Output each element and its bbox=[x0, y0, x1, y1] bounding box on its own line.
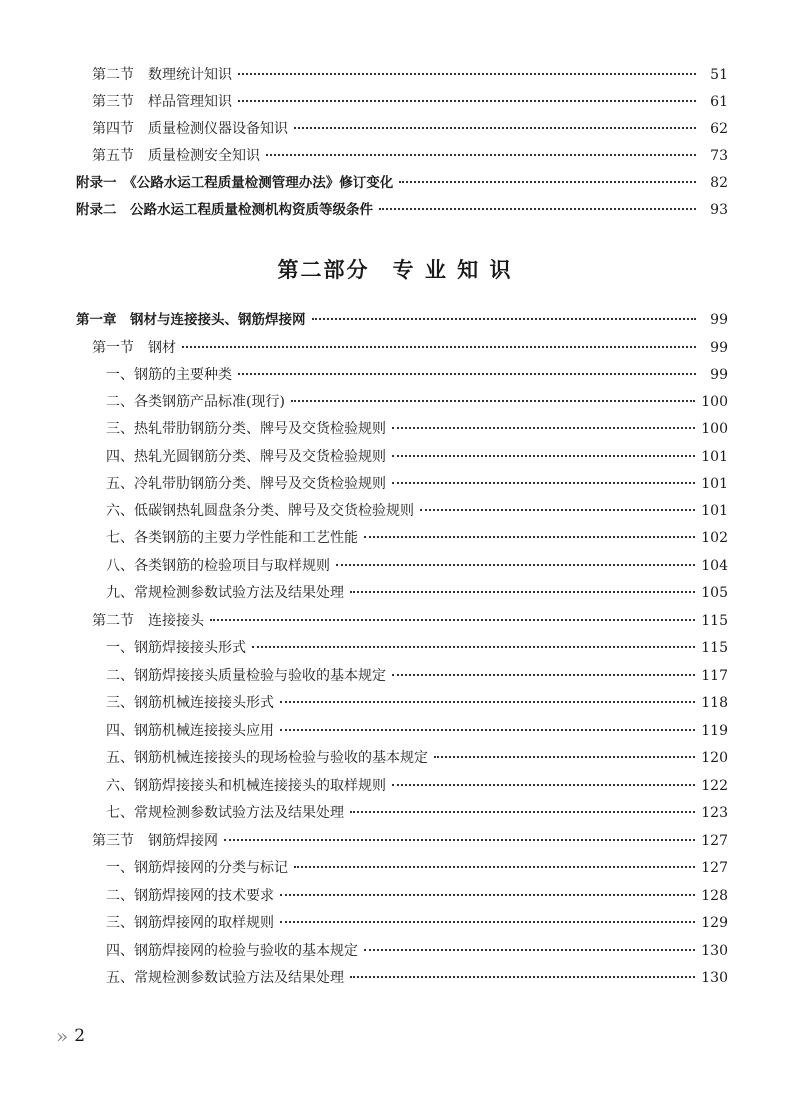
toc-entry-label: 一、钢筋焊接网的分类与标记 bbox=[106, 860, 288, 876]
toc-entry-page: 128 bbox=[701, 888, 728, 904]
page-footer bbox=[56, 1024, 85, 1048]
toc-entry-label: 四、热轧光圆钢筋分类、牌号及交货检验规则 bbox=[106, 449, 386, 465]
toc-entry-label: 第一章 钢材与连接接头、钢筋焊接网 bbox=[76, 312, 306, 328]
toc-entry-section[interactable] bbox=[92, 338, 728, 358]
leader-dots bbox=[238, 73, 696, 75]
toc-entry-item[interactable] bbox=[106, 748, 728, 768]
toc-entry-page: 115 bbox=[701, 640, 728, 656]
toc-entry-item[interactable] bbox=[106, 583, 728, 603]
toc-entry-page: 101 bbox=[701, 476, 728, 492]
leader-dots bbox=[280, 729, 695, 731]
toc-entry-page: 118 bbox=[701, 695, 728, 711]
toc-entry-page: 100 bbox=[701, 421, 728, 437]
toc-entry-page: 115 bbox=[701, 613, 728, 629]
toc-entry-item[interactable] bbox=[106, 803, 728, 823]
toc-entry-page: 120 bbox=[701, 750, 728, 766]
leader-dots bbox=[252, 646, 695, 648]
leader-dots bbox=[280, 921, 695, 923]
toc-entry-page: 117 bbox=[701, 668, 728, 684]
toc-entry-item[interactable] bbox=[106, 941, 728, 961]
toc-entry-page: 130 bbox=[701, 943, 728, 959]
leader-dots bbox=[280, 701, 695, 703]
leader-dots bbox=[336, 564, 695, 566]
toc-entry-page: 99 bbox=[710, 340, 728, 356]
leader-dots bbox=[392, 482, 695, 484]
leader-dots bbox=[312, 318, 697, 320]
leader-dots bbox=[238, 100, 696, 102]
toc-entry-page: 105 bbox=[701, 585, 728, 601]
toc-entry-label: 三、热轧带肋钢筋分类、牌号及交货检验规则 bbox=[106, 421, 386, 437]
toc-entry-page: 99 bbox=[710, 312, 728, 328]
toc-entry-item[interactable] bbox=[106, 968, 728, 988]
toc-entry-label: 四、钢筋焊接网的检验与验收的基本规定 bbox=[106, 943, 358, 959]
leader-dots bbox=[392, 455, 695, 457]
toc-entry-label: 一、钢筋的主要种类 bbox=[106, 367, 232, 383]
toc-entry-label: 六、低碳钢热轧圆盘条分类、牌号及交货检验规则 bbox=[106, 503, 414, 519]
leader-dots bbox=[379, 208, 696, 210]
toc-entry-label: 附录二 公路水运工程质量检测机构资质等级条件 bbox=[76, 202, 373, 218]
leader-dots bbox=[266, 154, 696, 156]
leader-dots bbox=[364, 536, 695, 538]
toc-entry-page: 122 bbox=[701, 778, 728, 794]
toc-entry-label: 五、冷轧带肋钢筋分类、牌号及交货检验规则 bbox=[106, 476, 386, 492]
toc-entry-item[interactable] bbox=[106, 392, 728, 412]
toc-entry-label: 四、钢筋机械连接接头应用 bbox=[106, 723, 274, 739]
toc-entry-page: 123 bbox=[701, 805, 728, 821]
toc-entry-item[interactable] bbox=[106, 913, 728, 933]
toc-entry-label: 六、钢筋焊接接头和机械连接接头的取样规则 bbox=[106, 778, 386, 794]
part-title: 第二部分 专 业 知 识 bbox=[277, 258, 513, 282]
toc-entry-label: 八、各类钢筋的检验项目与取样规则 bbox=[106, 558, 330, 574]
leader-dots bbox=[399, 181, 696, 183]
toc-entry-page: 101 bbox=[701, 503, 728, 519]
toc-entry-page: 61 bbox=[710, 94, 728, 110]
leader-dots bbox=[350, 811, 695, 813]
toc-entry-item[interactable] bbox=[106, 365, 728, 385]
toc-entry-item[interactable] bbox=[106, 721, 728, 741]
toc-entry-item[interactable] bbox=[106, 419, 728, 439]
toc-entry-label: 二、钢筋焊接网的技术要求 bbox=[106, 888, 274, 904]
toc-entry-item[interactable] bbox=[106, 474, 728, 494]
toc-entry-item[interactable] bbox=[106, 447, 728, 467]
toc-entry-page: 51 bbox=[710, 67, 728, 83]
toc-entry-chapter[interactable] bbox=[76, 310, 728, 330]
toc-entry-label: 七、常规检测参数试验方法及结果处理 bbox=[106, 805, 344, 821]
leader-dots bbox=[350, 591, 695, 593]
toc-entry-label: 第五节 质量检测安全知识 bbox=[92, 148, 260, 164]
toc-entry-page: 130 bbox=[701, 970, 728, 986]
toc-entry-page: 127 bbox=[701, 833, 728, 849]
toc-entry-label: 三、钢筋机械连接接头形式 bbox=[106, 695, 274, 711]
toc-entry-page: 127 bbox=[701, 860, 728, 876]
leader-dots bbox=[182, 346, 696, 348]
toc-entry-item[interactable] bbox=[106, 528, 728, 548]
toc-entry-item[interactable] bbox=[106, 501, 728, 521]
toc-entry-label: 第三节 样品管理知识 bbox=[92, 94, 232, 110]
leader-dots bbox=[294, 127, 696, 129]
leader-dots bbox=[291, 400, 695, 402]
toc-entry-label: 二、各类钢筋产品标准(现行) bbox=[106, 394, 285, 410]
leader-dots bbox=[392, 674, 695, 676]
toc-entry-label: 五、钢筋机械连接接头的现场检验与验收的基本规定 bbox=[106, 750, 428, 766]
toc-entry-item[interactable] bbox=[106, 638, 728, 658]
toc-entry-page: 102 bbox=[701, 530, 728, 546]
toc-entry-section[interactable] bbox=[92, 119, 728, 139]
leader-dots bbox=[420, 509, 695, 511]
leader-dots bbox=[392, 427, 695, 429]
toc-entry-label: 第二节 连接接头 bbox=[92, 613, 204, 629]
toc-entry-label: 附录一 《公路水运工程质量检测管理办法》修订变化 bbox=[76, 175, 394, 191]
toc-entry-section[interactable] bbox=[92, 65, 728, 85]
toc-entry-item[interactable] bbox=[106, 886, 728, 906]
toc-entry-item[interactable] bbox=[106, 858, 728, 878]
leader-dots bbox=[224, 839, 695, 841]
page-number: 2 bbox=[74, 1026, 86, 1046]
toc-entry-label: 第三节 钢筋焊接网 bbox=[92, 833, 218, 849]
toc-entry-item[interactable] bbox=[106, 776, 728, 796]
toc-entry-page: 100 bbox=[701, 394, 728, 410]
toc-entry-page: 101 bbox=[701, 449, 728, 465]
toc-entry-label: 第二节 数理统计知识 bbox=[92, 67, 232, 83]
toc-entry-appendix[interactable] bbox=[76, 173, 728, 193]
toc-entry-appendix[interactable] bbox=[76, 200, 728, 220]
leader-dots bbox=[280, 894, 695, 896]
toc-entry-item[interactable] bbox=[106, 556, 728, 576]
toc-entry-label: 七、各类钢筋的主要力学性能和工艺性能 bbox=[106, 530, 358, 546]
toc-entry-page: 73 bbox=[710, 148, 728, 164]
toc-entry-page: 99 bbox=[710, 367, 728, 383]
leader-dots bbox=[238, 373, 696, 375]
toc-entry-label: 一、钢筋焊接接头形式 bbox=[106, 640, 246, 656]
toc-entry-item[interactable] bbox=[106, 666, 728, 686]
toc-entry-label: 九、常规检测参数试验方法及结果处理 bbox=[106, 585, 344, 601]
leader-dots bbox=[294, 866, 695, 868]
leader-dots bbox=[350, 976, 695, 978]
toc-entry-page: 93 bbox=[710, 202, 728, 218]
toc-entry-item[interactable] bbox=[106, 693, 728, 713]
toc-entry-section[interactable] bbox=[92, 92, 728, 112]
toc-entry-page: 82 bbox=[710, 175, 728, 191]
toc-entry-label: 五、常规检测参数试验方法及结果处理 bbox=[106, 970, 344, 986]
toc-entry-label: 第四节 质量检测仪器设备知识 bbox=[92, 121, 288, 137]
toc-entry-label: 三、钢筋焊接网的取样规则 bbox=[106, 915, 274, 931]
toc-entry-section[interactable] bbox=[92, 831, 728, 851]
toc-entry-label: 第一节 钢材 bbox=[92, 340, 176, 356]
leader-dots bbox=[392, 784, 695, 786]
toc-entry-page: 104 bbox=[701, 558, 728, 574]
toc-entry-page: 119 bbox=[701, 723, 728, 739]
leader-dots bbox=[210, 619, 695, 621]
double-chevron-icon: » bbox=[56, 1024, 65, 1048]
toc-entry-section[interactable] bbox=[92, 146, 728, 166]
leader-dots bbox=[364, 949, 695, 951]
toc-entry-page: 129 bbox=[701, 915, 728, 931]
toc-entry-page: 62 bbox=[710, 121, 728, 137]
toc-entry-label: 二、钢筋焊接接头质量检验与验收的基本规定 bbox=[106, 668, 386, 684]
toc-entry-section[interactable] bbox=[92, 611, 728, 631]
leader-dots bbox=[434, 756, 695, 758]
